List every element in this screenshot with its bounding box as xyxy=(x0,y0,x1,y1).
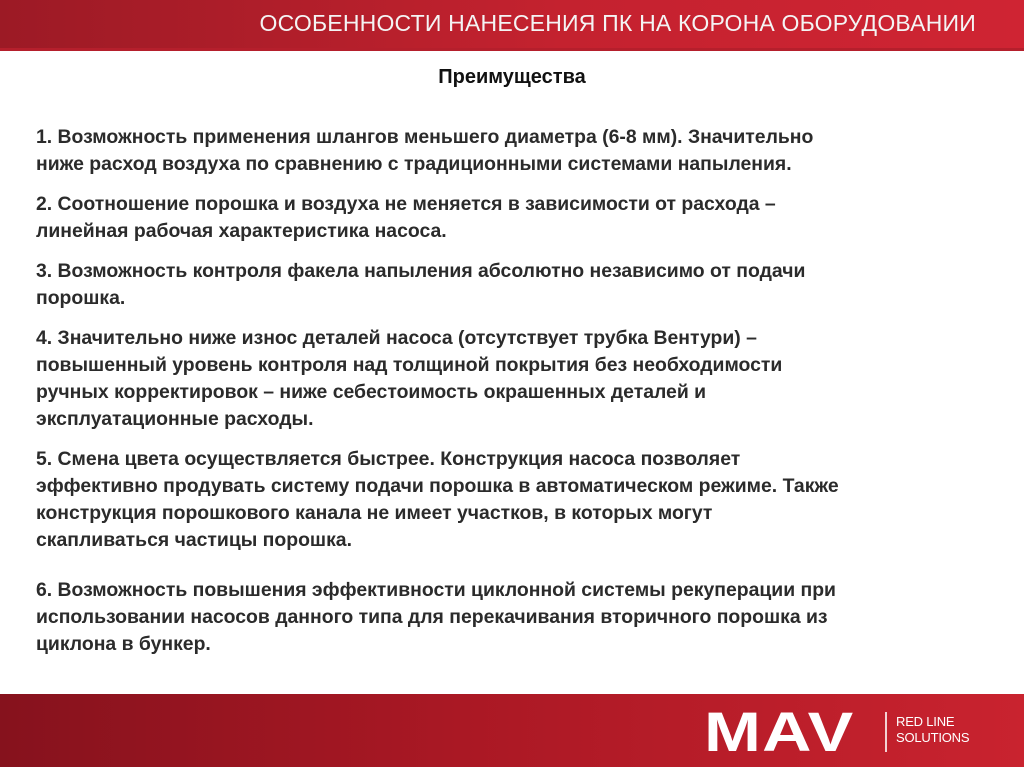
logo-tagline xyxy=(896,714,969,746)
footer-bar xyxy=(0,694,1024,767)
mav-logo: MAV xyxy=(704,700,855,763)
section-heading: Преимущества xyxy=(438,66,586,88)
list-item: 2. Соотношение порошка и воздуха не меняется в зависимости от расхода – линейная рабочая характеристика насоса. xyxy=(36,193,776,242)
tagline-line-1: RED LINE xyxy=(896,714,955,729)
list-item: 4. Значительно ниже износ деталей насоса (отсутствует трубка Вентури) – повышенный уровень контроля над толщиной покрытия без необходимости ручных корректировок – ниже себестоимость окрашенных деталей и эксплуатационные расходы. xyxy=(36,327,783,430)
list-item: 6. Возможность повышения эффективности циклонной системы рекуперации при использовании насосов данного типа для перекачивания вторичного порошка из циклона в бункер. xyxy=(36,579,836,655)
logo-divider xyxy=(885,712,887,752)
tagline-line-2: SOLUTIONS xyxy=(896,730,970,745)
slide-title: ОСОБЕННОСТИ НАНЕСЕНИЯ ПК НА КОРОНА ОБОРУДОВАНИИ xyxy=(259,10,976,36)
list-item: 3. Возможность контроля факела напыления абсолютно независимо от подачи порошка. xyxy=(36,260,806,309)
header-divider xyxy=(0,48,1024,51)
list-item: 1. Возможность применения шлангов меньшего диаметра (6-8 мм). Значительно ниже расход воздуха по сравнению с традиционными системами напыления. xyxy=(36,126,814,175)
advantages-list xyxy=(36,124,996,671)
list-item: 5. Смена цвета осуществляется быстрее. Конструкция насоса позволяет эффективно продувать систему подачи порошка в автоматическом режиме. Также конструкция порошкового канала не имеет участков, в которых могут скапливаться частицы порошка. xyxy=(36,448,839,551)
